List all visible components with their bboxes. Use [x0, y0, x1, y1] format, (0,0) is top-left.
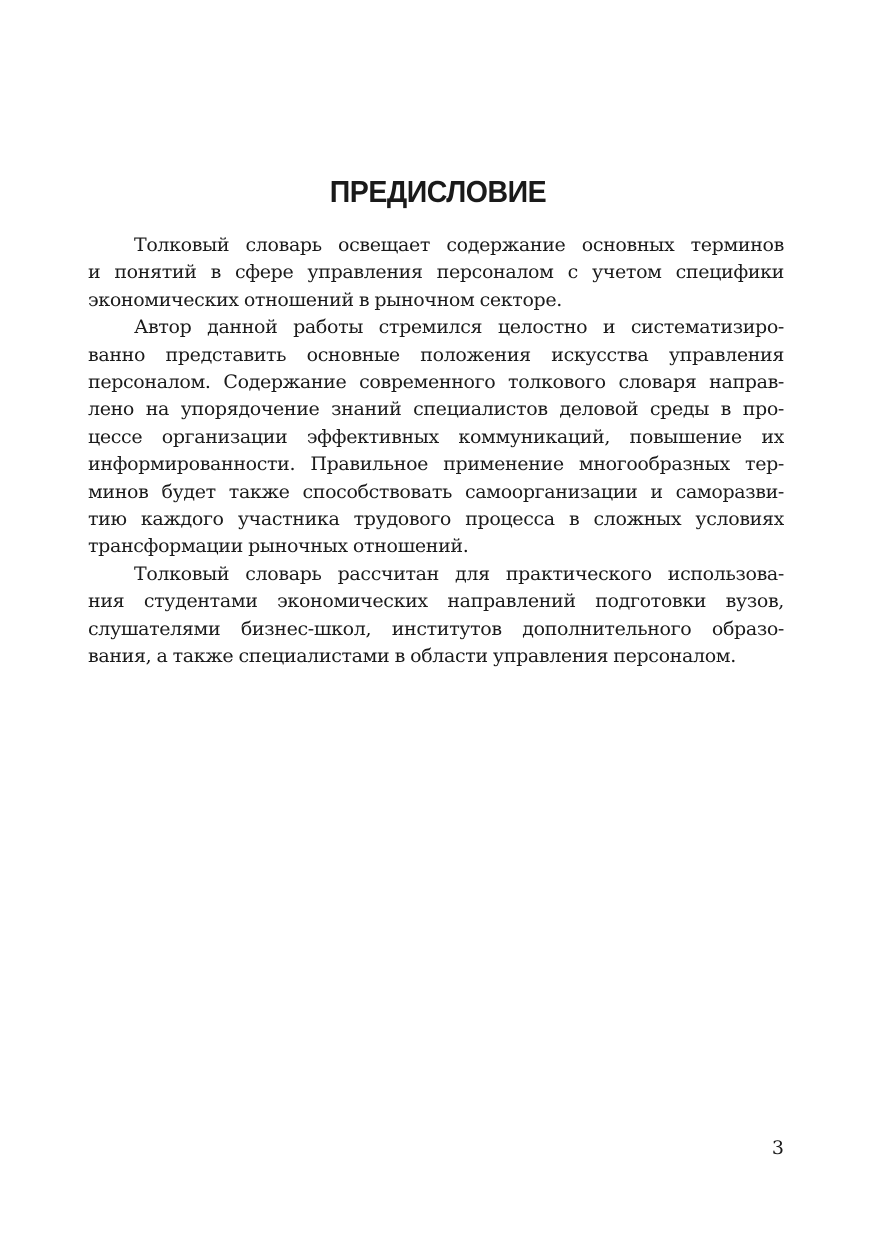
text-line: ния студентами экономических направлений подготовки вузов, — [88, 590, 784, 613]
body-text — [88, 232, 784, 671]
text-line: лено на упорядочение знаний специалистов деловой среды в про- — [88, 398, 784, 421]
text-line: ванно представить основные положения искусства управления — [88, 343, 784, 366]
text-line: цессе организации эффективных коммуникаций, повышение их — [88, 425, 784, 448]
page-title: ПРЕДИСЛОВИЕ — [329, 174, 547, 209]
text-line: Толковый словарь рассчитан для практического использова- — [134, 562, 784, 585]
text-line: информированности. Правильное применение многообразных тер- — [88, 453, 784, 476]
text-line: персоналом. Содержание современного толкового словаря направ- — [88, 371, 784, 394]
text-line: экономических отношений в рыночном секторе. — [88, 288, 562, 311]
paragraph-2 — [88, 314, 784, 561]
text-line: минов будет также способствовать самоорганизации и саморазви- — [88, 480, 784, 503]
paragraph-3 — [88, 561, 784, 671]
text-line: трансформации рыночных отношений. — [88, 535, 469, 558]
text-line: и понятий в сфере управления персоналом с учетом специфики — [88, 261, 784, 284]
text-line: слушателями бизнес-школ, институтов дополнительного образо- — [88, 617, 784, 640]
text-line: Толковый словарь освещает содержание основных терминов — [134, 234, 784, 256]
text-line: тию каждого участника трудового процесса в сложных условиях — [88, 508, 784, 531]
page-number: 3 — [771, 1137, 784, 1159]
paragraph-1 — [88, 232, 784, 314]
text-line: Автор данной работы стремился целостно и систематизиро- — [134, 316, 784, 339]
text-line: вания, а также специалистами в области управления персоналом. — [88, 645, 736, 668]
